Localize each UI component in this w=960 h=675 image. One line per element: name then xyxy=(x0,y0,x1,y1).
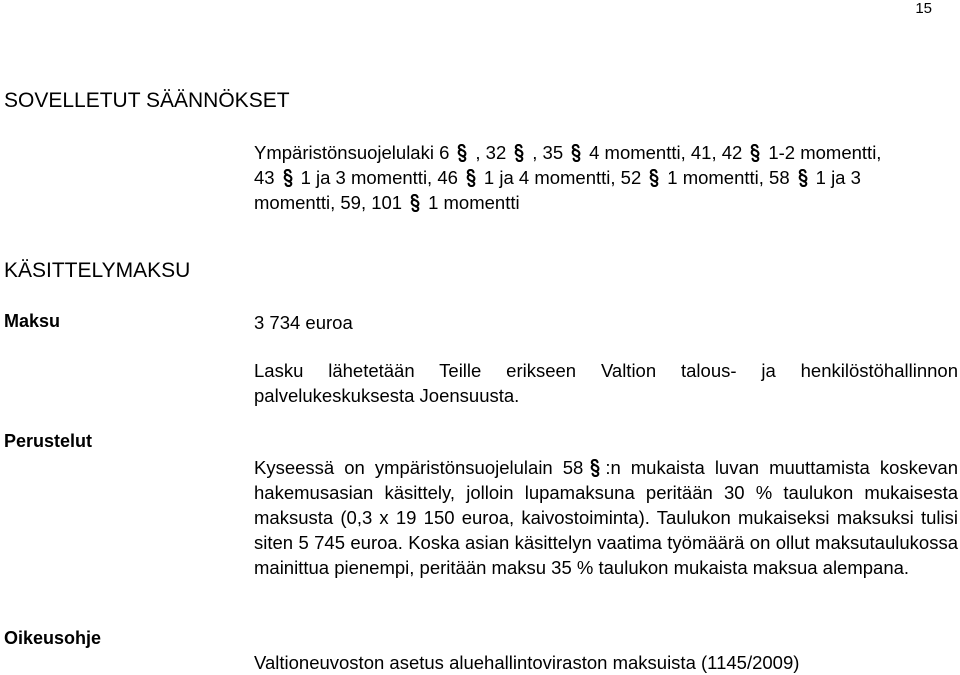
section-sign-icon xyxy=(513,144,525,162)
law-reference-paragraph xyxy=(254,140,960,215)
section-heading-applied-rules: SOVELLETUT SÄÄNNÖKSET xyxy=(4,89,290,112)
law-ref-text: 4 momentti, 41, 42 xyxy=(589,142,743,163)
section-sign-icon xyxy=(465,169,477,187)
law-ref-text: , 32 xyxy=(475,142,507,163)
invoice-note: Lasku lähetetään Teille erikseen Valtion talous- ja henkilöstöhallinnon palvelukeskuksesta Joensuusta. xyxy=(254,360,958,406)
section-sign-icon xyxy=(797,169,809,187)
law-ref-text: , 101 xyxy=(360,192,403,213)
section-sign-icon xyxy=(749,144,761,162)
grounds-text: Kyseessä on ympäristönsuojelulain 58 xyxy=(254,457,584,478)
section-sign-icon xyxy=(648,169,660,187)
grounds-text: :n mukaista luvan muuttamista koskevan hakemusasian käsittely, jolloin lupamaksuna peritään 30 % taulukon mukaisesta maksusta (0,3 x 19 150 euroa, kaivostoiminta). Taulukon mukaiseksi maksuksi tulisi siten 5 745 euroa. Koska asian käsittelyn vaatima työmäärä on ollut maksutaulukossa mainittua pienempi, peritään maksu 35 % taulukon mukaista maksua alempana. xyxy=(254,457,958,578)
page-number: 15 xyxy=(915,0,932,17)
section-sign-icon xyxy=(589,459,601,477)
fee-label: Maksu xyxy=(4,311,61,331)
grounds-paragraph xyxy=(254,455,958,580)
law-ref-text: momentti, 59 xyxy=(254,192,361,213)
section-heading-processing-fee: KÄSITTELYMAKSU xyxy=(4,259,191,282)
legal-guidance-text: Valtioneuvoston asetus aluehallintoviraston maksuista (1145/2009) xyxy=(254,652,800,673)
law-ref-text: 1 momentti, 58 xyxy=(667,167,790,188)
fee-amount: 3 734 euroa xyxy=(254,312,353,333)
law-ref-text: 1 ja 3 momentti, 46 xyxy=(300,167,458,188)
section-sign-icon xyxy=(409,194,421,212)
law-ref-text: 1 momentti xyxy=(428,192,520,213)
law-ref-text: 1-2 momentti, xyxy=(768,142,882,163)
section-sign-icon xyxy=(282,169,294,187)
law-ref-text: Ympäristönsuojelulaki 6 xyxy=(254,142,450,163)
law-ref-text: 1 ja 3 xyxy=(815,167,861,188)
section-sign-icon xyxy=(570,144,582,162)
section-sign-icon xyxy=(456,144,468,162)
law-ref-text: 1 ja 4 momentti, 52 xyxy=(483,167,642,188)
law-ref-text: 43 xyxy=(254,167,275,188)
law-ref-text: , 35 xyxy=(532,142,564,163)
legal-guidance-label: Oikeusohje xyxy=(4,628,102,648)
grounds-label: Perustelut xyxy=(4,431,93,451)
